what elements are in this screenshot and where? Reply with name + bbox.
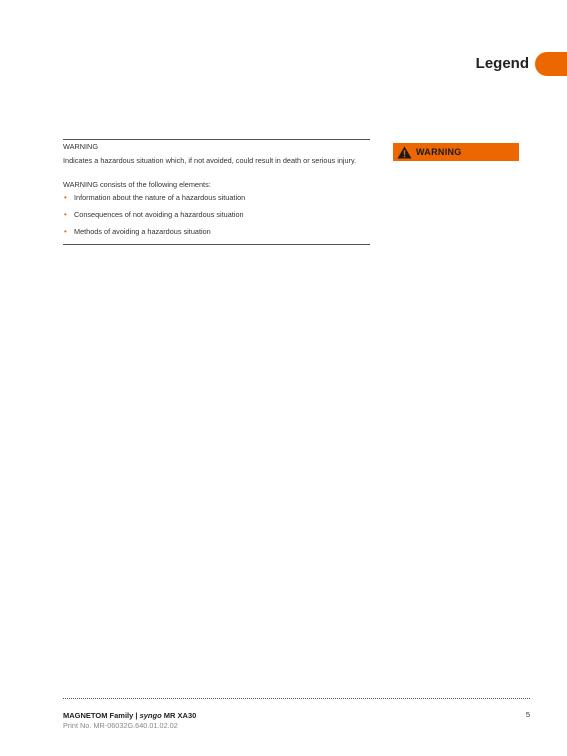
warning-triangle-icon [397, 146, 412, 159]
section-tab-marker [535, 52, 567, 76]
product-name: MAGNETOM Family [63, 711, 134, 720]
warning-badge [393, 143, 519, 161]
list-item-text: Consequences of not avoiding a hazardous situation [74, 210, 244, 219]
software-name: syngo [139, 711, 162, 720]
footer-divider [63, 698, 530, 699]
page-number: 5 [525, 710, 530, 719]
bullet-icon: • [64, 193, 67, 202]
list-item-text: Methods of avoiding a hazardous situation [74, 227, 211, 236]
list-item [63, 227, 370, 244]
warning-consists-of: WARNING consists of the following elements: [63, 180, 211, 189]
footer-product [63, 711, 196, 720]
list-item [63, 210, 370, 227]
warning-badge-label: WARNING [416, 147, 462, 157]
block-bottom-rule [63, 244, 370, 245]
warning-elements-list [63, 193, 370, 244]
bullet-icon: • [64, 210, 67, 219]
block-top-rule [63, 139, 370, 140]
section-title: Legend [475, 55, 529, 72]
product-separator: | [135, 711, 138, 720]
warning-description: Indicates a hazardous situation which, if not avoided, could result in death or serious injury. [63, 156, 357, 165]
bullet-icon: • [64, 227, 67, 236]
software-version: MR XA30 [163, 711, 197, 720]
print-number: Print No. MR-06032G.640.01.02.02 [63, 721, 178, 730]
list-item [63, 193, 370, 210]
list-item-text: Information about the nature of a hazardous situation [74, 193, 246, 202]
warning-heading: WARNING [63, 142, 98, 151]
